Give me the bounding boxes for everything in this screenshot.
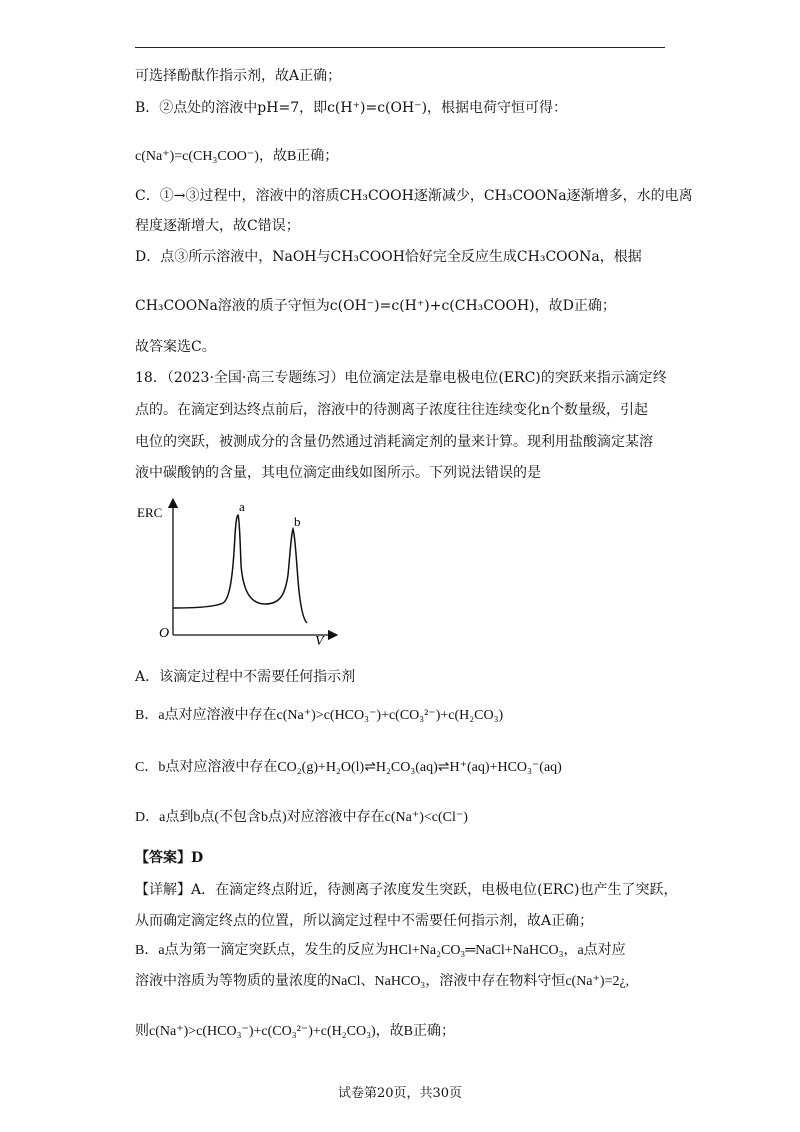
detail-line: 溶液中溶质为等物质的量浓度的NaCl、NaHCO₃，溶液中存在物料守恒c(Na⁺)=2¿, bbox=[135, 974, 630, 989]
text-line: C．①→③过程中，溶液中的溶质CH₃COOH逐渐减少，CH₃COONa逐渐增多，水的电离 bbox=[135, 188, 693, 204]
titration-curve bbox=[173, 515, 307, 623]
text-line: B．②点处的溶液中pH=7，即c(H⁺)=c(OH⁻)，根据电荷守恒可得： bbox=[135, 100, 568, 116]
text-line: D．点③所示溶液中，NaOH与CH₃COOH恰好完全反应生成CH₃COONa，根据 bbox=[135, 249, 642, 265]
header-rule bbox=[135, 47, 665, 48]
peak-b-label: b bbox=[294, 514, 301, 529]
option-b: B．a点对应溶液中存在c(Na⁺)>c(HCO₃⁻)+c(CO₃²⁻)+c(H₂CO₃) bbox=[135, 708, 504, 723]
text-line: c(Na⁺)=c(CH₃COO⁻)，故B正确； bbox=[135, 149, 339, 164]
text-line: 故答案选C。 bbox=[135, 339, 216, 355]
text-line: 可选择酚酞作指示剂，故A正确； bbox=[135, 68, 342, 84]
text-line: 程度逐渐增大，故C错误； bbox=[135, 218, 300, 234]
detail-line: B．a点为第一滴定突跃点，发生的反应为HCl+Na₂CO₃═NaCl+NaHCO₃，a点对应 bbox=[135, 943, 626, 958]
answer-line: 【答案】D bbox=[135, 850, 204, 866]
question-line: 液中碳酸钠的含量，其电位滴定曲线如图所示。下列说法错误的是 bbox=[135, 465, 541, 481]
question-line: 18．（2023·全国·高三专题练习）电位滴定法是靠电极电位(ERC)的突跃来指示滴定终 bbox=[135, 370, 667, 386]
option-c: C．b点对应溶液中存在CO₂(g)+H₂O(l)⇌H₂CO₃(aq)⇌H⁺(aq)+HCO₃⁻(aq) bbox=[135, 760, 562, 775]
question-line: 电位的突跃，被测成分的含量仍然通过消耗滴定剂的量来计算。现利用盐酸滴定某溶 bbox=[135, 434, 653, 450]
x-axis-label: V bbox=[315, 634, 324, 649]
titration-curve-figure bbox=[135, 495, 345, 650]
page-footer: 试卷第20页，共30页 bbox=[337, 1086, 463, 1101]
peak-a-label: a bbox=[239, 499, 245, 514]
detail-line: 从而确定滴定终点的位置，所以滴定过程中不需要任何指示剂，故A正确； bbox=[135, 913, 594, 929]
y-axis-label: ERC bbox=[137, 505, 163, 520]
titration-curve-svg bbox=[135, 495, 345, 650]
origin-label: O bbox=[159, 626, 170, 641]
option-a: A．该滴定过程中不需要任何指示剂 bbox=[135, 669, 356, 685]
option-d: D．a点到b点(不包含b点)对应溶液中存在c(Na⁺)<c(Cl⁻) bbox=[135, 810, 468, 825]
question-line: 点的。在滴定到达终点前后，溶液中的待测离子浓度往往连续变化n个数量级，引起 bbox=[135, 402, 649, 418]
detail-line: 则c(Na⁺)>c(HCO₃⁻)+c(CO₃²⁻)+c(H₂CO₃)，故B正确； bbox=[135, 1024, 455, 1039]
text-line: CH₃COONa溶液的质子守恒为c(OH⁻)=c(H⁺)+c(CH₃COOH)，故D正确； bbox=[135, 298, 616, 314]
detail-line: 【详解】A．在滴定终点附近，待测离子浓度发生突跃，电极电位(ERC)也产生了突跃， bbox=[135, 882, 678, 898]
